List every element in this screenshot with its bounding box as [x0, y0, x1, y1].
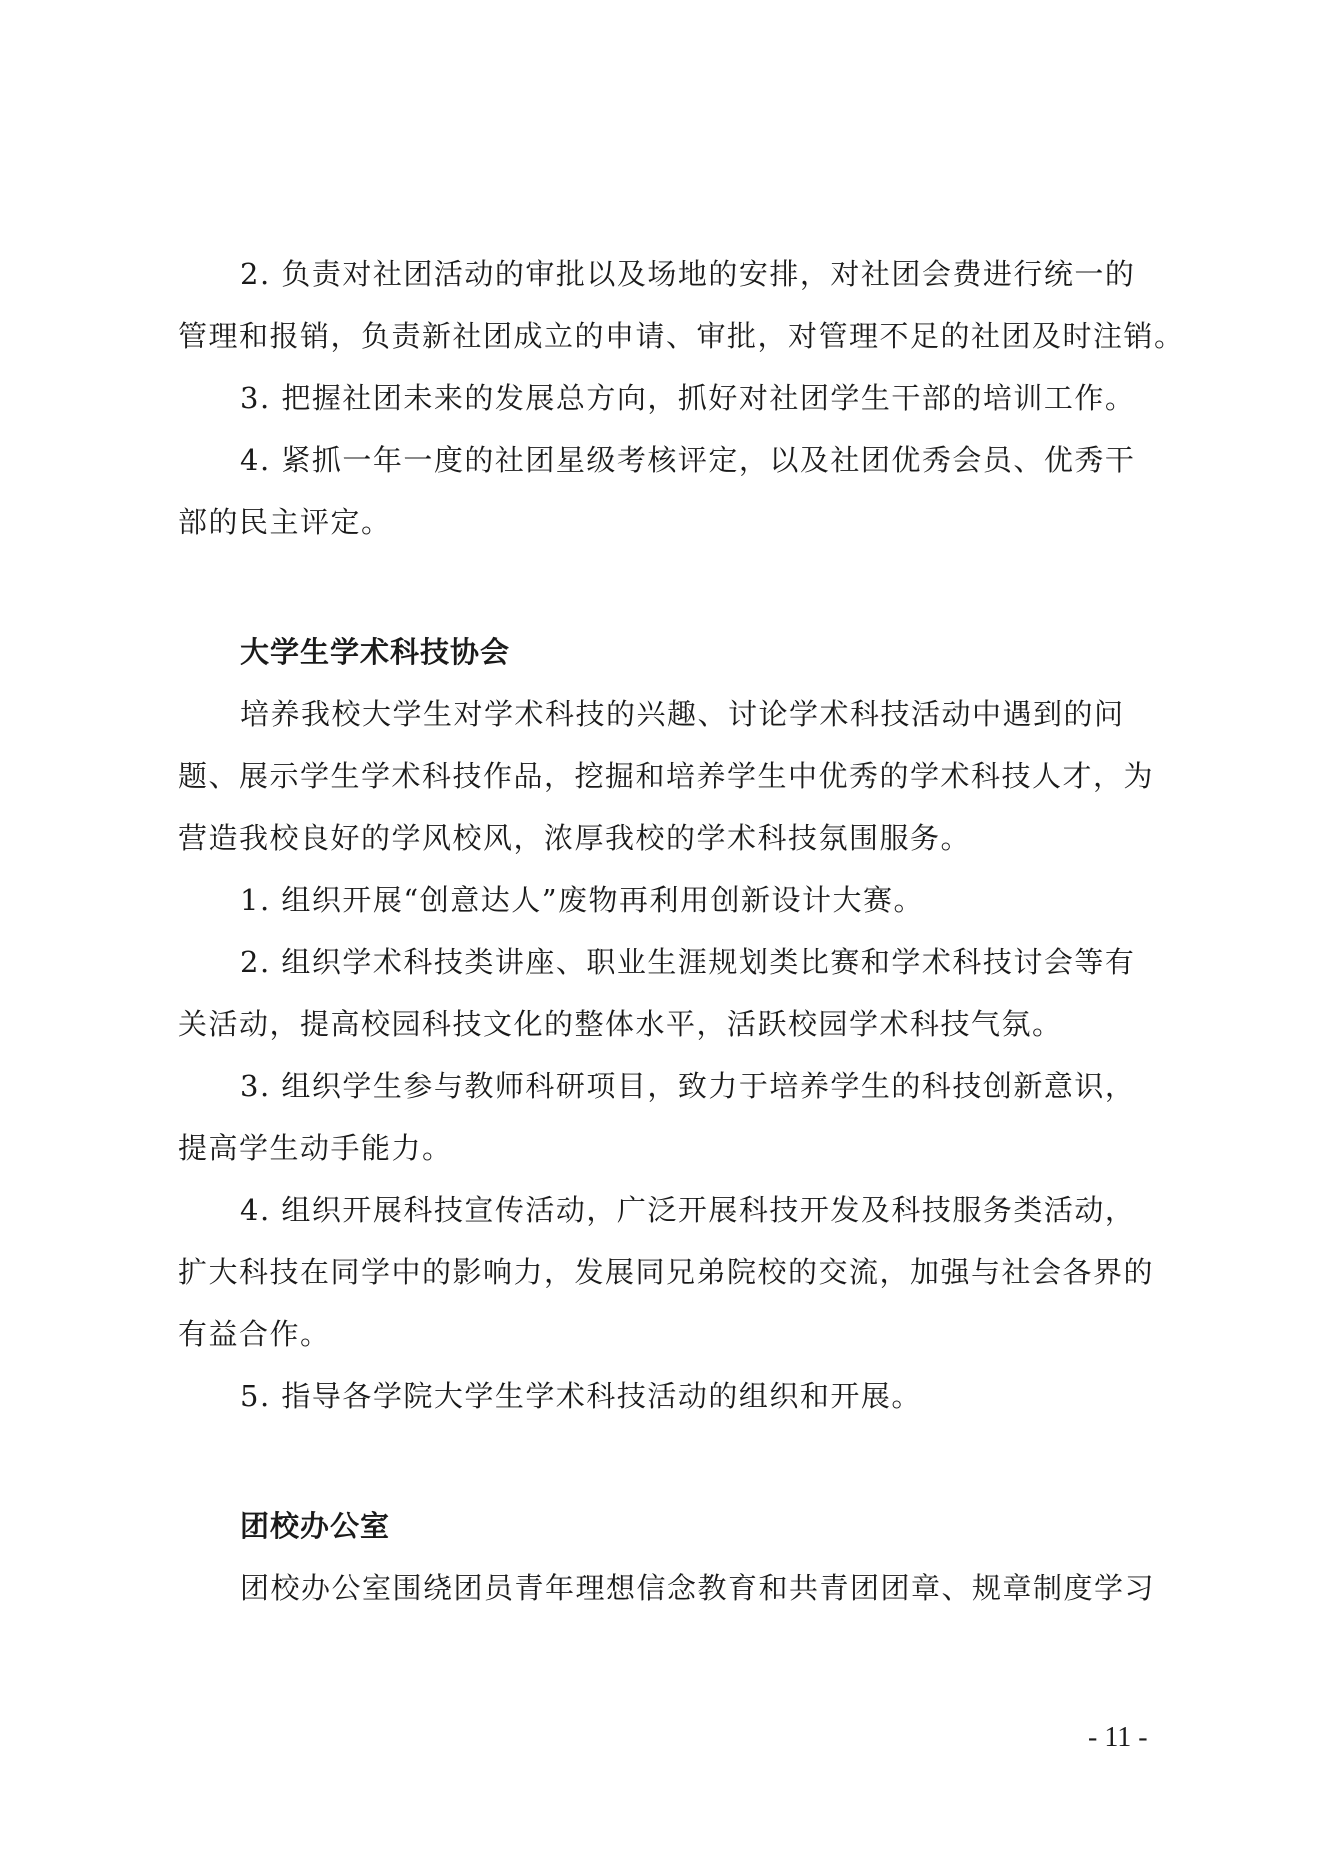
- paragraph-line: 题、展示学生学术科技作品，挖掘和培养学生中优秀的学术科技人才，为: [178, 759, 1155, 793]
- paragraph-line: 营造我校良好的学风校风，浓厚我校的学术科技氛围服务。: [178, 821, 972, 855]
- paragraph-line: 关活动，提高校园科技文化的整体水平，活跃校园学术科技气氛。: [178, 1007, 1063, 1041]
- paragraph-line: 3. 把握社团未来的发展总方向，抓好对社团学生干部的培训工作。: [240, 381, 1136, 415]
- paragraph-line: 2. 负责对社团活动的审批以及场地的安排，对社团会费进行统一的: [240, 257, 1136, 291]
- page-number: - 11 -: [1088, 1722, 1148, 1753]
- section-heading: 团校办公室: [240, 1509, 391, 1543]
- paragraph-line: 有益合作。: [178, 1317, 331, 1351]
- paragraph-line: 培养我校大学生对学术科技的兴趣、讨论学术科技活动中遇到的问: [240, 697, 1125, 731]
- section-heading: 大学生学术科技协会: [240, 635, 511, 669]
- list-item: 2. 组织学术科技类讲座、职业生涯规划类比赛和学术科技讨会等有: [240, 945, 1136, 979]
- list-item: 3. 组织学生参与教师科研项目，致力于培养学生的科技创新意识，: [240, 1069, 1136, 1103]
- paragraph-line: 提高学生动手能力。: [178, 1131, 453, 1165]
- paragraph-line: 扩大科技在同学中的影响力，发展同兄弟院校的交流，加强与社会各界的: [178, 1255, 1155, 1289]
- paragraph-line: 部的民主评定。: [178, 505, 392, 539]
- list-item: 5. 指导各学院大学生学术科技活动的组织和开展。: [240, 1379, 922, 1413]
- paragraph-line: 4. 紧抓一年一度的社团星级考核评定，以及社团优秀会员、优秀干: [240, 443, 1136, 477]
- paragraph-line: 团校办公室围绕团员青年理想信念教育和共青团团章、规章制度学习: [240, 1571, 1156, 1605]
- list-item: 1. 组织开展“创意达人”废物再利用创新设计大赛。: [240, 883, 925, 917]
- list-item: 4. 组织开展科技宣传活动，广泛开展科技开发及科技服务类活动，: [240, 1193, 1136, 1227]
- paragraph-line: 管理和报销，负责新社团成立的申请、审批，对管理不足的社团及时注销。: [178, 319, 1185, 353]
